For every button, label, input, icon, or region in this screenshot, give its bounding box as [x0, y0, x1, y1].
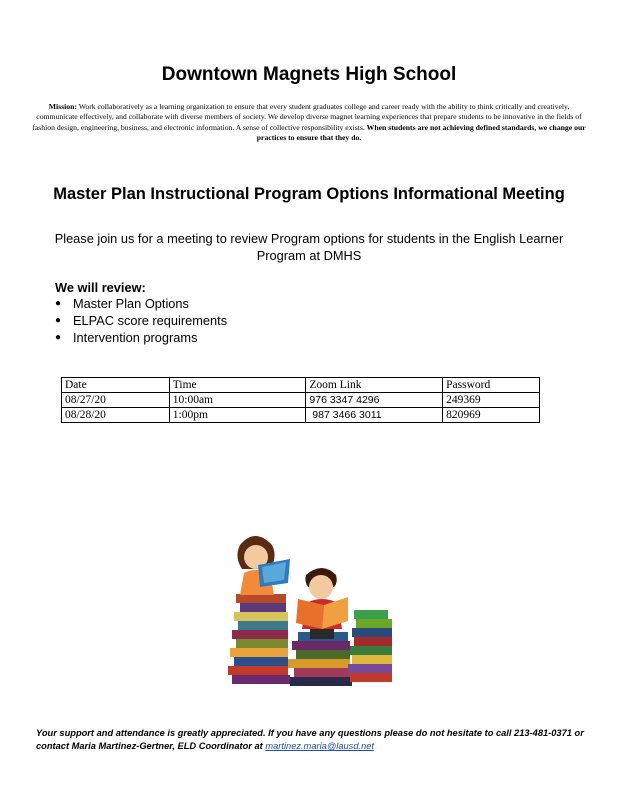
review-item-label: Master Plan Options — [73, 296, 189, 311]
password-cell: 249369 — [443, 393, 540, 408]
girl-reading — [237, 536, 290, 595]
review-item-label: Intervention programs — [73, 330, 198, 345]
list-item — [55, 312, 227, 329]
school-name: Downtown Magnets High School — [161, 64, 457, 85]
meeting-title: Master Plan Instructional Program Options Informational Meeting — [53, 185, 565, 203]
review-item-label: ELPAC score requirements — [73, 313, 228, 328]
meeting-invitation: Please join us for a meeting to review Program options for students in the English Learner Program at DMHS — [54, 231, 564, 263]
mission-emphasis: When students are not achieving defined standards, we change our practices to ensure that they do. — [256, 122, 586, 142]
footer-note — [36, 727, 596, 753]
table-row — [62, 408, 540, 423]
table-row — [62, 393, 540, 408]
review-list — [55, 295, 227, 346]
zoom-link-cell[interactable]: 976 3347 4296 — [306, 393, 443, 408]
footer-text: Your support and attendance is greatly appreciated. If you have any questions please do not hesitate to call 213-481-0371 or contact Maria Martinez-Gertner, ELD Coordinator at — [36, 728, 584, 751]
email-link[interactable]: martinez.maria@lausd.net — [265, 741, 375, 751]
bullet-icon: ● — [55, 332, 62, 343]
list-item — [55, 295, 227, 312]
children-reading-books-icon — [210, 525, 400, 695]
table-header-row — [62, 378, 540, 393]
mission-label: Mission: — [48, 102, 77, 111]
column-header-zoom-link: Zoom Link — [306, 378, 443, 393]
boy-reading — [296, 568, 348, 639]
list-item — [55, 329, 227, 346]
date-cell: 08/28/20 — [62, 408, 170, 423]
bullet-icon: ● — [55, 315, 62, 326]
time-cell: 1:00pm — [169, 408, 306, 423]
date-cell: 08/27/20 — [62, 393, 170, 408]
column-header-password: Password — [443, 378, 540, 393]
time-cell: 10:00am — [169, 393, 306, 408]
mission-statement — [30, 102, 588, 143]
column-header-time: Time — [169, 378, 306, 393]
password-cell: 820969 — [443, 408, 540, 423]
review-heading: We will review: — [55, 280, 146, 295]
left-book-stack — [228, 594, 290, 684]
meeting-schedule-table — [61, 377, 540, 423]
zoom-link-cell[interactable]: 987 3466 3011 — [306, 408, 443, 423]
bullet-icon: ● — [55, 298, 62, 309]
mission-text: Work collaboratively as a learning organization to ensure that every student graduates college and career ready with the ability to think critically and creatively, communicate effectively, and collaborate with diverse members of society. We develop diverse magnet learning experiences that prepare students to be innovative in the fields of fashion design, engineering, business, and electronic information. A sense of collective responsibility exists. — [32, 102, 582, 132]
column-header-date: Date — [62, 378, 170, 393]
